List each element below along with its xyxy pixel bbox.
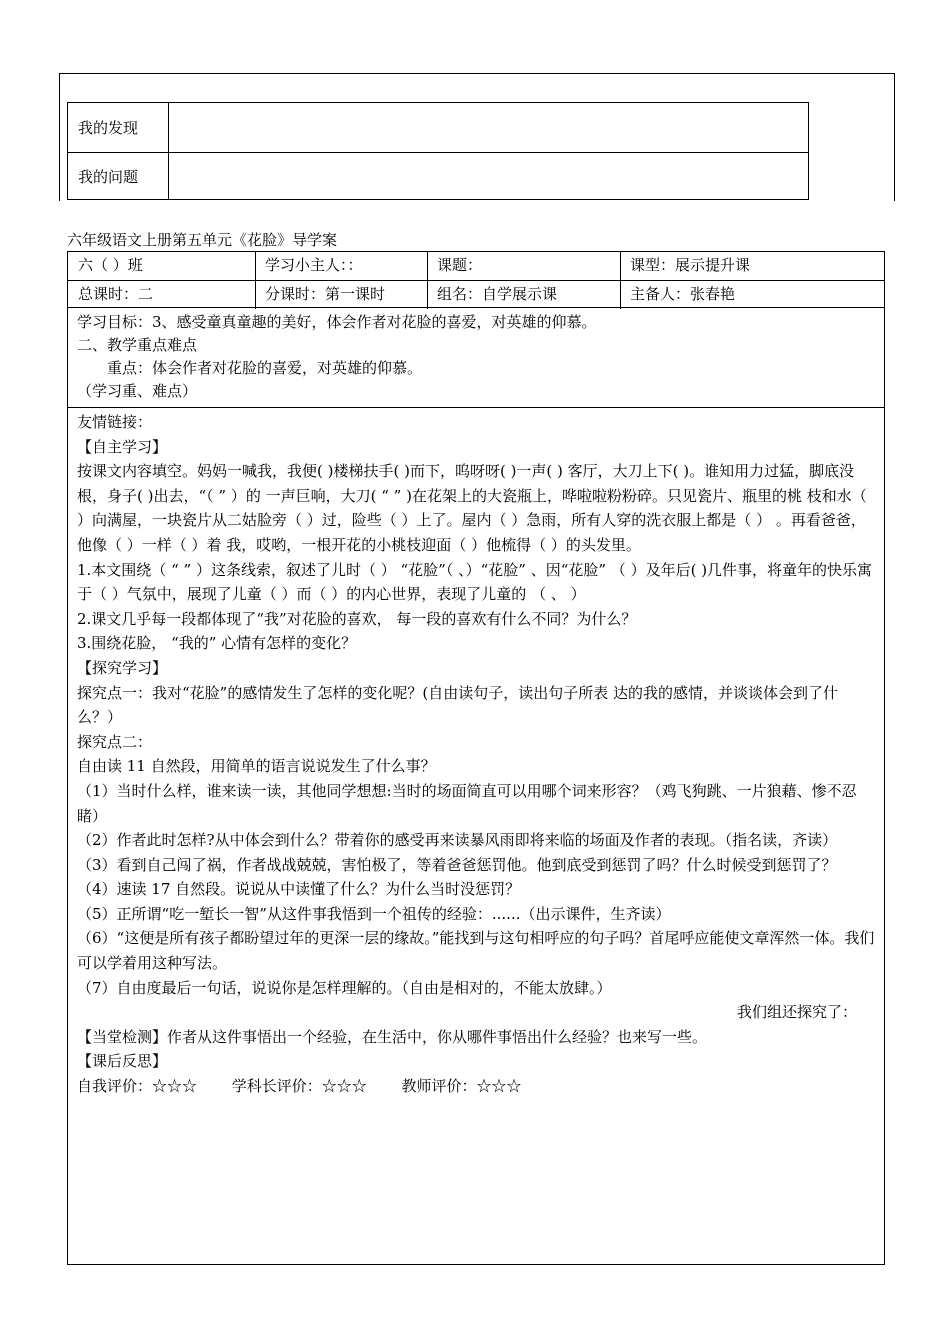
content-paragraph: （3）看到自己闯了祸，作者战战兢兢，害怕极了，等着爸爸惩罚他。他到底受到惩罚了吗？什么时候受到惩罚了？ — [77, 855, 837, 874]
evaluation-line: 自我评价：☆☆☆ 学科长评价：☆☆☆ 教师评价：☆☆☆ — [77, 1077, 522, 1096]
content-paragraph: （6）“这便是所有孩子都盼望过年的更深一层的缘故。”能找到与这句相呼应的句子吗？首尾呼应能使文章浑然一体。我们可以学着用这种写法。 — [77, 929, 875, 973]
goal-line: 重点：体会作者对花脸的喜爱，对英雄的仰慕。 — [77, 359, 423, 377]
topic-cell: 课题： — [437, 256, 483, 274]
total-periods-cell: 总课时：二 — [78, 285, 154, 303]
group-note: 我们组还探究了： — [736, 1003, 857, 1022]
section-heading: 【探究学习】 — [77, 658, 168, 677]
group-name-cell: 组名：自学展示课 — [437, 285, 558, 303]
content-paragraph: 探究点一：我对“花脸”的感情发生了怎样的变化呢？(自由读句子，读出句子所表 达的我的感情，并谈谈体会到了什么？） — [77, 683, 838, 727]
label-my-discovery: 我的发现 — [78, 119, 139, 137]
goal-line: 二、教学重点难点 — [77, 336, 198, 354]
content-line: 自由读 11 自然段，用简单的语言说说发生了什么事？ — [77, 757, 436, 776]
content-line: （4）速读 17 自然段。说说从中读懂了什么？为什么当时没惩罚？ — [77, 880, 521, 899]
lesson-type-cell: 课型：展示提升课 — [630, 256, 751, 274]
label-my-question: 我的问题 — [78, 168, 139, 186]
content-line: 2.课文几乎每一段都体现了“我”对花脸的喜欢， 每一段的喜欢有什么不同？为什么？ — [77, 609, 637, 628]
main-content — [67, 407, 885, 1265]
content-line: 探究点二： — [77, 732, 153, 751]
document-title: 六年级语文上册第五单元《花脸》导学案 — [67, 231, 338, 249]
content-paragraph: 按课文内容填空。妈妈一喊我，我便( )楼梯扶手( )而下，呜呀呀( )一声( ) 客厅，大刀上下( )。谁知用力过猛，脚底没根，身子( )出去，“（ ” ）的 一声巨响，大刀( “ ” )在花架上的大瓷瓶上，哗啦啦粉粉碎。只见瓷片、瓶里的桃 枝和水（ ）向满屋，一块瓷片从二姑脸旁（ ）过，险些（ ）上了。屋内（ ）急雨，所有人穿的洗衣服上都是（ ） 。再看爸爸，他像（ ）一样（ ）着 我，哎哟，一根开花的小桃枝迎面（ ）他梳得（ ）的头发里。 — [77, 462, 867, 554]
content-line: （5）正所谓“吃一堑长一智”从这件事我悟到一个祖传的经验：......（出示课件，生齐读） — [77, 904, 671, 923]
class-cell: 六（ ）班 — [78, 256, 143, 274]
content-line: 友情链接： — [77, 413, 153, 431]
content-line: 3.围绕花脸， “我的” 心情有怎样的变化？ — [77, 634, 357, 653]
goal-line: 学习目标：3、感受童真童趣的美好，体会作者对花脸的喜爱，对英雄的仰慕。 — [77, 313, 597, 331]
sub-period-cell: 分课时：第一课时 — [265, 285, 386, 303]
content-paragraph: （2）作者此时怎样?从中体会到什么？带着你的感受再来读暴风雨即将来临的场面及作者的表现。（指名读，齐读） — [77, 831, 838, 850]
learning-goals — [67, 307, 885, 408]
content-paragraph: 1.本文围绕（ “ ” ）这条线索，叙述了儿时（ ） “花脸”（ 、）“花脸” 、因“花脸” （ ）及年后( )几件事，将童年的快乐寓于（ ）气氛中，展现了儿童（ ）而（ ）的内心世界，表现了儿童的 （ 、 ） — [77, 560, 873, 604]
section-heading: 【自主学习】 — [77, 437, 168, 456]
test-section: 【当堂检测】作者从这件事悟出一个经验，在生活中，你从哪件事悟出什么经验？也来写一些。 — [77, 1027, 708, 1046]
content-line: （7）自由度最后一句话，说说你是怎样理解的。（自由是相对的，不能太放肆。） — [77, 978, 612, 997]
info-table — [67, 251, 885, 308]
preparer-cell: 主备人：张春艳 — [630, 285, 736, 303]
content-paragraph: （1）当时什么样，谁来读一读，其他同学想想:当时的场面简直可以用哪个词来形容？（鸡飞狗跳、一片狼藉、惨不忍睹） — [77, 781, 857, 825]
goal-line: （学习重、难点） — [77, 382, 198, 400]
discovery-table — [67, 102, 809, 200]
student-host-cell: 学习小主人：： — [265, 256, 363, 274]
section-heading: 【课后反思】 — [77, 1052, 168, 1071]
